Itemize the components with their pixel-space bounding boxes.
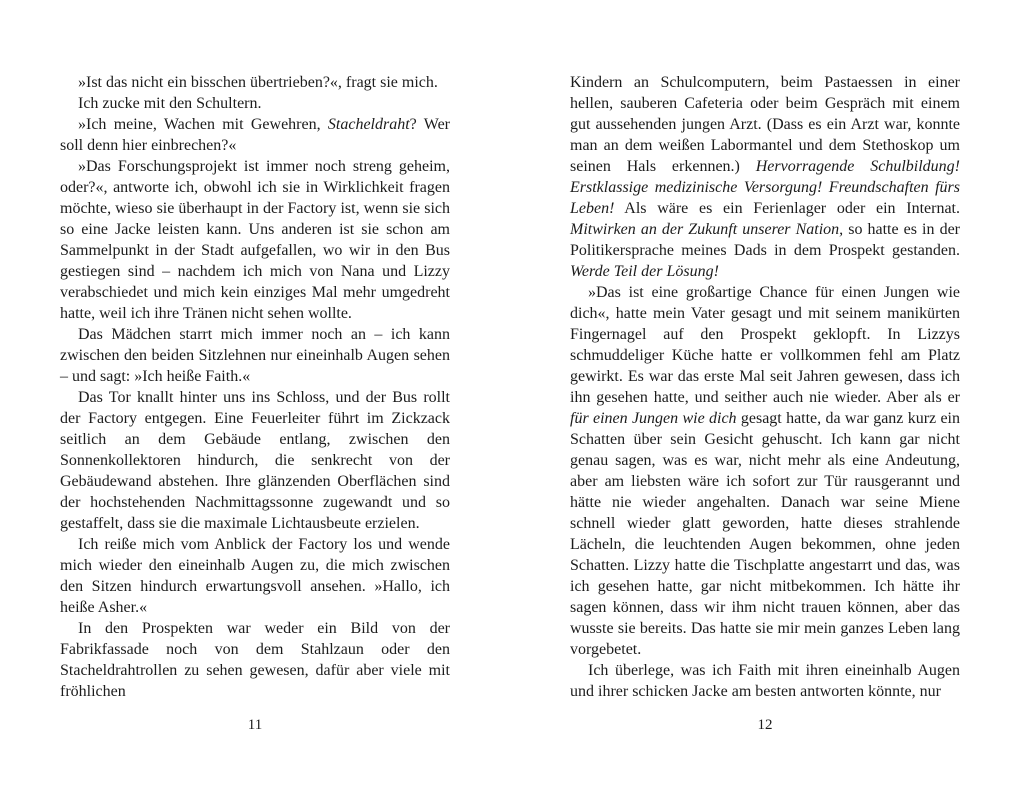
body-text: Das Tor knallt hinter uns ins Schloss, und der Bus rollt der Factory entgegen. Eine Feuerleiter führt im Zickzack seitlich an dem Gebäude entlang, zwischen den Sonnenkollektoren hindurch, die senkrecht von der Gebäudewand abstehen. Ihre glänzenden Oberflächen sind der hochstehenden Nachmittagssonne zugewandt und so gestaffelt, dass sie die maximale Lichtausbeute erzielen. [60,389,450,532]
body-text: Kindern an Schulcomputern, beim Pastaessen in einer hellen, sauberen Cafeteria oder beim Gespräch mit einem gut aussehenden jungen Arzt. (Dass es ein Arzt war, konnte man an dem weißen Labormantel und dem Stethoskop um seinen Hals erkennen.) [570,74,960,175]
italic-text: Stacheldraht [327,116,410,133]
italic-text: Werde Teil der Lösung! [570,263,719,280]
body-text: Ich reiße mich vom Anblick der Factory los und wende mich wieder den eineinhalb Augen zu, die mich zwischen den Sitzen hindurch erwartungsvoll ansehen. »Hallo, ich heiße Asher.« [60,536,450,616]
paragraph [570,660,960,702]
paragraph [60,387,450,534]
page-number-left: 11 [247,717,263,733]
paragraph [60,618,450,702]
body-text: Als wäre es ein Ferienlager oder ein Internat. [614,200,960,217]
paragraph [570,72,960,282]
paragraph [60,93,450,114]
paragraph [60,156,450,324]
body-text: »Das ist eine großartige Chance für einen Jungen wie dich«, hatte mein Vater gesagt und mit seinem manikürten Fingernagel auf den Prospekt geklopft. In Lizzys schmuddeliger Küche hatte er vollkommen fehl am Platz gewirkt. Es war das erste Mal seit Jahren gewesen, dass ich ihn gesehen hatte, und seither auch nie wieder. Aber als er [570,284,960,406]
body-text: so hatte es in der Politikersprache meines Dads in dem Prospekt gestanden. [570,221,960,259]
page-number-right: 12 [757,717,773,733]
page-text-right [570,72,960,702]
body-text: »Ich meine, Wachen mit Gewehren, [78,116,328,133]
italic-text: für einen Jungen wie dich [570,410,737,427]
body-text: Ich zucke mit den Schultern. [78,95,262,112]
paragraph [570,282,960,660]
italic-text: Mitwirken an der Zukunft unserer Nation, [570,221,844,238]
body-text: In den Prospekten war weder ein Bild von der Fabrikfassade noch von dem Stahlzaun oder den Stacheldrahtrollen zu sehen gewesen, dafür aber viele mit fröhlichen [60,620,450,700]
page-right [510,0,1020,812]
paragraph [60,114,450,156]
paragraph [60,324,450,387]
paragraph [60,534,450,618]
body-text: ? Wer soll denn hier einbrechen?« [60,116,451,154]
paragraph [60,72,450,93]
body-text: »Ist das nicht ein bisschen übertrieben?«, fragt sie mich. [78,74,438,91]
body-text: »Das Forschungsprojekt ist immer noch streng geheim, oder?«, antworte ich, obwohl ich sie in Wirklichkeit fragen möchte, wieso sie überhaupt in der Factory ist, wenn sie sich so eine Jacke leisten kann. Uns anderen ist sie schon am Sammelpunkt in der Stadt aufgefallen, wo wir in den Bus gestiegen sind – nachdem ich mich von Nana und Lizzy verabschiedet und mich kein einziges Mal mehr umgedreht hatte, weil ich ihre Tränen nicht sehen wollte. [60,158,450,322]
page-text-left [60,72,450,702]
body-text: gesagt hatte, da war ganz kurz ein Schatten über sein Gesicht gehuscht. Ich kann gar nicht genau sagen, was es war, nicht mehr als eine Andeutung, aber am liebsten wäre ich sofort zur Tür rausgerannt und hätte nie wieder angehalten. Danach war seine Miene schnell wieder glatt geworden, hatte dieses strahlende Lächeln, die leuchtenden Augen bekommen, ohne jeden Schatten. Lizzy hatte die Tischplatte angestarrt und das, was ich gesehen hatte, gar nicht mitbekommen. Ich hätte ihr sagen können, dass wir ihm nicht trauen können, aber das wusste sie bereits. Das hatte sie mir mein ganzes Leben lang vorgebetet. [570,410,961,658]
italic-text: Hervorragende Schulbildung! Erstklassige medizinische Versorgung! Freundschaften fürs Leben! [570,158,960,217]
body-text: Ich überlege, was ich Faith mit ihren eineinhalb Augen und ihrer schicken Jacke am besten antworten könnte, nur [570,662,960,700]
body-text: Das Mädchen starrt mich immer noch an – ich kann zwischen den beiden Sitzlehnen nur eineinhalb Augen sehen – und sagt: »Ich heiße Faith.« [60,326,450,385]
